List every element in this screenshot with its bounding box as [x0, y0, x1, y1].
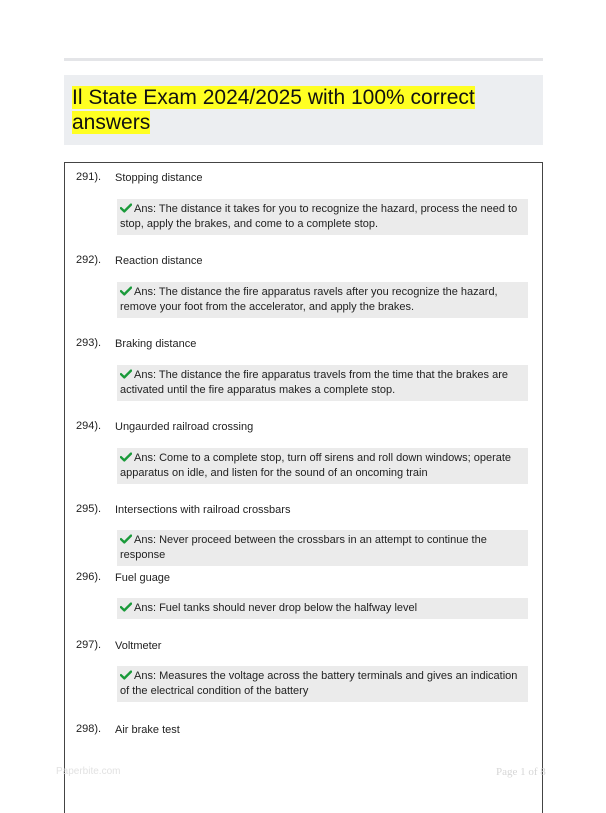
answer-text: Ans: Come to a complete stop, turn off sirens and roll down windows; operate apparatus on idle, and listen for the sound of an oncoming train	[120, 452, 512, 479]
question-number: 294).	[76, 420, 102, 432]
question-term: Intersections with railroad crossbars	[115, 504, 291, 516]
check-icon	[120, 534, 132, 544]
question-term: Voltmeter	[115, 640, 162, 652]
question-number: 298).	[76, 723, 102, 735]
answer-box	[117, 282, 528, 318]
question-term: Reaction distance	[115, 255, 203, 267]
question-term: Fuel guage	[115, 572, 171, 584]
answer-box	[117, 199, 528, 235]
answer-box	[117, 530, 528, 566]
check-icon	[120, 602, 132, 612]
check-icon	[120, 670, 132, 680]
question-number: 291).	[76, 171, 102, 183]
answer-text: Ans: Measures the voltage across the battery terminals and gives an indication of the electrical condition of the battery	[120, 670, 518, 697]
question-number: 295).	[76, 503, 102, 515]
top-rule	[64, 58, 543, 61]
question-number: 297).	[76, 639, 102, 651]
question-number: 296).	[76, 571, 102, 583]
page-number: Page 1 of 8	[496, 766, 546, 778]
answer-text: Ans: The distance it takes for you to recognize the hazard, process the need to stop, apply the brakes, and come to a complete stop.	[120, 203, 518, 230]
check-icon	[120, 369, 132, 379]
answer-box	[117, 448, 528, 484]
answer-text: Ans: The distance the fire apparatus ravels after you recognize the hazard, remove your foot from the accelerator, and apply the brakes.	[120, 286, 498, 313]
answer-text: Ans: The distance the fire apparatus travels from the time that the brakes are activated until the fire apparatus makes a complete stop.	[120, 369, 508, 396]
footer-watermark: Paperbite.com	[56, 766, 121, 777]
answer-text: Ans: Fuel tanks should never drop below the halfway level	[134, 602, 418, 614]
qa-list	[64, 162, 543, 813]
check-icon	[120, 452, 132, 462]
question-term: Stopping distance	[115, 172, 203, 184]
answer-box	[117, 365, 528, 401]
document-title-text: Il State Exam 2024/2025 with 100% correct answers	[72, 86, 475, 134]
check-icon	[120, 203, 132, 213]
document-title	[72, 85, 512, 135]
question-number: 293).	[76, 337, 102, 349]
answer-box	[117, 598, 528, 619]
title-box	[64, 75, 543, 145]
question-term: Braking distance	[115, 338, 197, 350]
question-term: Ungaurded railroad crossing	[115, 421, 254, 433]
answer-text: Ans: Never proceed between the crossbars in an attempt to continue the response	[120, 534, 487, 561]
answer-box	[117, 666, 528, 702]
check-icon	[120, 286, 132, 296]
question-number: 292).	[76, 254, 102, 266]
question-term: Air brake test	[115, 724, 180, 736]
